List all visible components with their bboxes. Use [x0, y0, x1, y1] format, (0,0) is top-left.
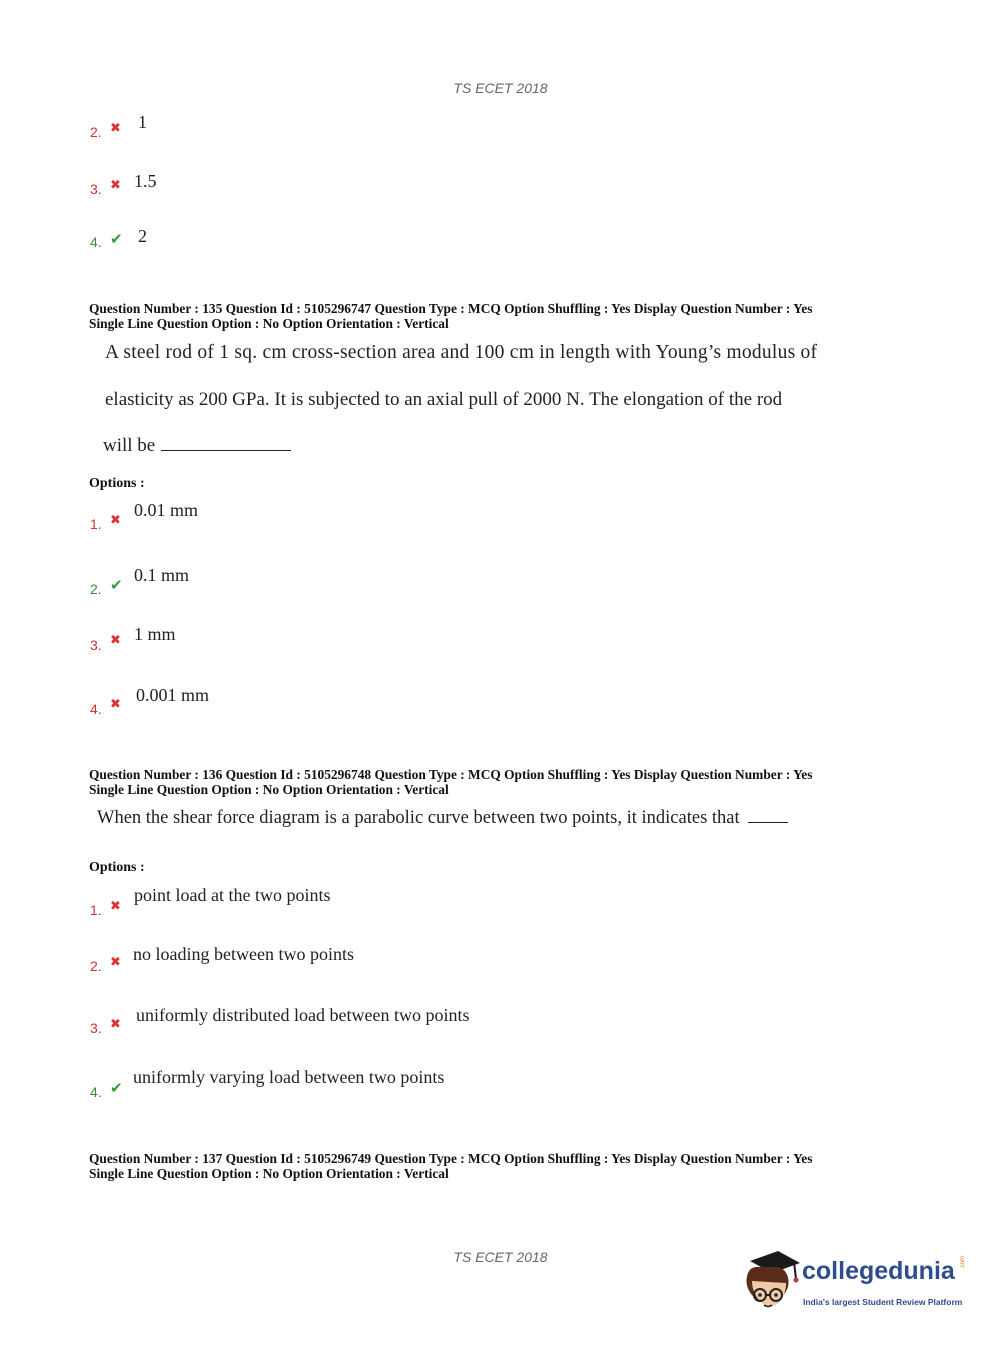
question-meta-line: Question Number : 136 Question Id : 5105296748 Question Type : MCQ Option Shuffling : Yes Display Question Number : Yes	[89, 767, 813, 782]
option-text: point load at the two points	[134, 885, 331, 905]
question-meta	[89, 1152, 909, 1181]
question-meta-line: Single Line Question Option : No Option Orientation : Vertical	[89, 1165, 449, 1181]
check-mark-icon: ✔	[110, 230, 123, 248]
question-text-line: elasticity as 200 GPa. It is subjected to an axial pull of 2000 N. The elongation of the rod	[105, 389, 783, 410]
option-text: 0.001 mm	[136, 685, 210, 705]
option-row	[88, 685, 788, 725]
cross-mark-icon: ✖	[110, 955, 121, 970]
option-number: 3.	[90, 637, 102, 653]
option-text: uniformly varying load between two points	[133, 1067, 445, 1087]
option-text: 0.01 mm	[134, 500, 199, 520]
logo-suffix: .com	[960, 1255, 966, 1269]
question-text-line	[103, 435, 291, 457]
option-number: 2.	[90, 581, 102, 597]
option-row	[88, 565, 788, 605]
option-text: 1	[138, 112, 147, 132]
question-meta-line: Question Number : 135 Question Id : 5105296747 Question Type : MCQ Option Shuffling : Yes Display Question Number : Yes	[89, 301, 813, 316]
question-text: When the shear force diagram is a parabolic curve between two points, it indicates that	[97, 808, 740, 828]
question-meta-line: Single Line Question Option : No Option Orientation : Vertical	[89, 781, 449, 797]
option-number: 2.	[90, 958, 102, 974]
option-text: 1 mm	[134, 624, 176, 644]
question-text-line	[97, 808, 788, 829]
option-number: 4.	[90, 234, 102, 250]
cross-mark-icon: ✖	[110, 899, 121, 914]
option-text: 1.5	[134, 171, 157, 191]
option-row	[88, 1005, 788, 1045]
option-row	[88, 885, 788, 925]
cross-mark-icon: ✖	[110, 1017, 121, 1032]
option-text: 2	[138, 226, 147, 246]
question-text: will be	[103, 435, 156, 456]
page-footer: TS ECET 2018	[453, 1249, 548, 1265]
question-meta	[89, 302, 909, 331]
check-mark-icon: ✔	[110, 1079, 123, 1097]
option-row	[88, 112, 788, 152]
options-label: Options :	[89, 476, 145, 491]
option-row	[88, 170, 788, 210]
cross-mark-icon: ✖	[110, 178, 121, 193]
option-row	[88, 500, 788, 540]
answer-blank	[161, 450, 291, 451]
page-header: TS ECET 2018	[453, 80, 548, 96]
answer-blank	[748, 822, 788, 823]
option-text: uniformly distributed load between two points	[136, 1005, 470, 1025]
cross-mark-icon: ✖	[110, 121, 121, 136]
cross-mark-icon: ✖	[110, 633, 121, 648]
option-text: 0.1 mm	[134, 565, 190, 585]
option-text: no loading between two points	[133, 944, 354, 964]
question-meta-line: Single Line Question Option : No Option Orientation : Vertical	[89, 315, 449, 331]
collegedunia-logo	[742, 1247, 972, 1317]
mascot-icon	[742, 1247, 802, 1317]
options-label: Options :	[89, 860, 145, 875]
cross-mark-icon: ✖	[110, 697, 121, 712]
option-number: 3.	[90, 181, 102, 197]
question-meta-line: Question Number : 137 Question Id : 5105296749 Question Type : MCQ Option Shuffling : Yes Display Question Number : Yes	[89, 1151, 813, 1166]
option-row	[88, 226, 788, 266]
option-number: 1.	[90, 516, 102, 532]
option-number: 3.	[90, 1020, 102, 1036]
option-row	[88, 944, 788, 984]
check-mark-icon: ✔	[110, 576, 123, 594]
option-row	[88, 1067, 788, 1107]
cross-mark-icon: ✖	[110, 513, 121, 528]
option-number: 4.	[90, 1084, 102, 1100]
option-number: 2.	[90, 124, 102, 140]
question-meta	[89, 768, 909, 797]
option-row	[88, 624, 788, 664]
question-text-line: A steel rod of 1 sq. cm cross-section area and 100 cm in length with Young’s modulus of	[105, 342, 818, 363]
logo-tagline: India's largest Student Review Platform	[803, 1297, 963, 1307]
option-number: 4.	[90, 701, 102, 717]
logo-wordmark: collegedunia	[802, 1257, 955, 1285]
option-number: 1.	[90, 902, 102, 918]
